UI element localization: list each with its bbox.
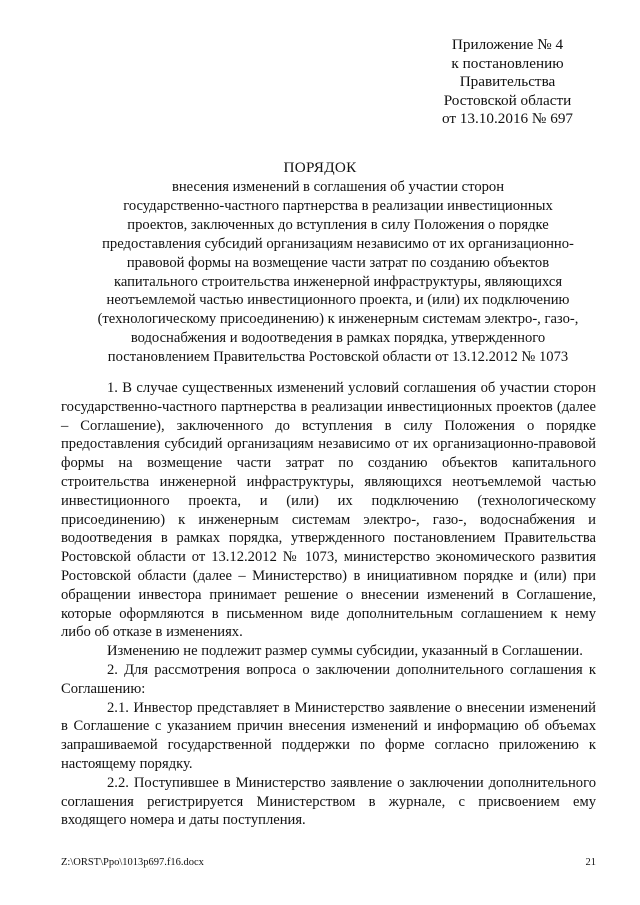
- subtitle-line: неотъемлемой частью инвестиционного проекта, и (или) их подключению: [106, 292, 570, 309]
- appendix-line: от 13.10.2016 № 697: [441, 110, 574, 128]
- document-title: ПОРЯДОК: [283, 159, 357, 176]
- appendix-line: к постановлению: [451, 54, 564, 72]
- subtitle-line: капитального строительства инженерной инфраструктуры, являющихся: [113, 273, 563, 290]
- subtitle-line: проектов, заключенных до вступления в силу Положения о порядке: [127, 216, 549, 233]
- subtitle-line: постановлением Правительства Ростовской области от 13.12.2012 № 1073: [107, 349, 569, 366]
- subtitle-line: (технологическому присоединению) к инженерным системам электро-, газо-,: [97, 311, 579, 328]
- subtitle-line: предоставления субсидий организациям независимо от их организационно-: [102, 235, 574, 252]
- document-body: [61, 379, 596, 830]
- subtitle-line: правовой формы на возмещение части затрат по созданию объектов: [126, 254, 550, 271]
- footer-page-number: 21: [585, 857, 596, 868]
- paragraph-1: 1. В случае существенных изменений условий соглашения об участии сторон государственно-частного партнерства в реализации инвестиционных проектов (далее – Соглашение), заключенного до вступления в силу Положения о порядке предоставления субсидий организациям независимо от их организационно-правовой формы на возмещение части затрат по созданию объектов капитального строительства инженерной инфраструктуры, являющихся неотъемлемой частью инвестиционного проекта, и (или) их подключению (технологическому присоединению) к инженерным системам электро-, газо-, водоснабжения и водоотведения в рамках порядка, утвержденного постановлением Правительства Ростовской области от 13.12.2012 № 1073, министерство экономического развития Ростовской области (далее – Министерство) в инициативном порядке и (или) при обращении инвестора принимает решение о внесении изменений в Соглашение, которые оформляются в письменном виде дополнительным соглашением к нему либо об отказе в изменениях.: [61, 380, 596, 641]
- appendix-line: Приложение № 4: [451, 36, 564, 53]
- paragraph-subsidy-note: Изменению не подлежит размер суммы субсидии, указанный в Соглашении.: [107, 643, 583, 660]
- subtitle-line: государственно-частного партнерства в реализации инвестиционных: [123, 197, 553, 214]
- paragraph-2-2: 2.2. Поступившее в Министерство заявление о заключении дополнительного соглашения регистрируется Министерством в журнале, с присвоением ему входящего номера и даты поступления.: [61, 774, 596, 829]
- paragraph-2: 2. Для рассмотрения вопроса о заключении дополнительного соглашения к Соглашению:: [61, 661, 596, 697]
- paragraph-2-1: 2.1. Инвестор представляет в Министерство заявление о внесении изменений в Соглашение с указанием причин внесения изменений и информацию об объемах запрашиваемой государственной поддержки по форме согласно приложению к настоящему порядку.: [61, 699, 596, 772]
- subtitle-line: водоснабжения и водоотведения в рамках порядка, утвержденного: [130, 330, 546, 347]
- footer-file-path: Z:\ORST\Ppo\1013p697.f16.docx: [61, 857, 204, 868]
- document-subtitle: [60, 178, 616, 367]
- subtitle-line: внесения изменений в соглашения об участии сторон: [171, 179, 505, 195]
- appendix-block: [420, 36, 595, 129]
- appendix-line: Правительства: [459, 73, 556, 91]
- appendix-line: Ростовской области: [443, 91, 572, 109]
